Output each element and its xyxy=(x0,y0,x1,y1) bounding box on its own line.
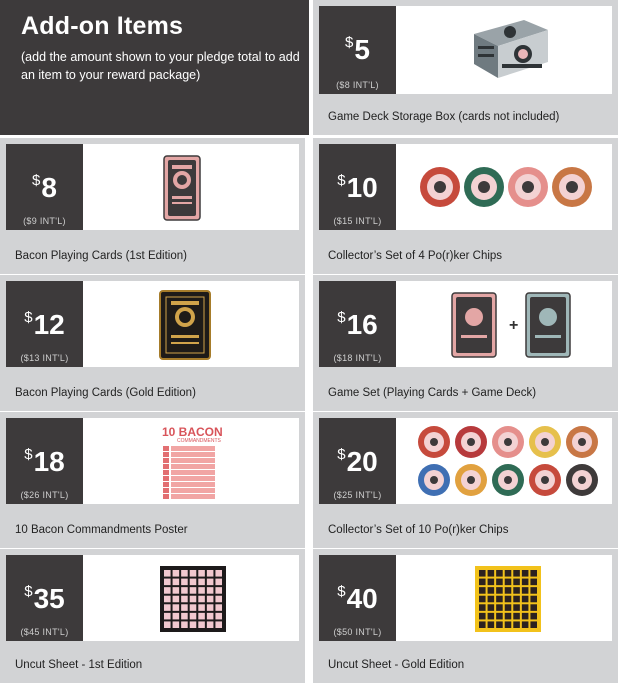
gold-uncut-sheet-icon xyxy=(396,555,612,641)
price: $18 xyxy=(24,446,65,477)
item-label: Uncut Sheet - Gold Edition xyxy=(328,659,465,671)
price-box xyxy=(6,555,83,641)
price-box xyxy=(319,144,396,230)
item-label: Uncut Sheet - 1st Edition xyxy=(15,659,143,671)
price: $16 xyxy=(337,309,378,340)
svg-text:+: + xyxy=(509,317,519,334)
addon-card-bacon-playing-cards[interactable] xyxy=(0,138,305,274)
item-label: Collector’s Set of 10 Po(r)ker Chips xyxy=(328,524,509,536)
addon-card-10-chips[interactable] xyxy=(313,412,618,548)
price-box xyxy=(6,144,83,230)
page-subtitle: (add the amount shown to your pledge total to add an item to your reward package) xyxy=(21,50,300,82)
price: $12 xyxy=(24,309,65,340)
price-box xyxy=(319,418,396,504)
addon-card-gold-uncut-sheet[interactable] xyxy=(313,549,618,683)
price-box xyxy=(319,6,396,94)
poster-title: 10 BACON xyxy=(162,425,223,439)
poker-chips-icon xyxy=(396,144,612,230)
intl-price: ($18 INT'L) xyxy=(333,353,382,363)
intl-price: ($50 INT'L) xyxy=(333,627,382,637)
poster-icon xyxy=(83,418,299,504)
addon-card-poster[interactable] xyxy=(0,412,305,548)
header-panel xyxy=(0,0,309,135)
item-label: Game Set (Playing Cards + Game Deck) xyxy=(328,387,537,399)
item-label: Bacon Playing Cards (1st Edition) xyxy=(15,250,187,262)
storage-box-icon xyxy=(396,6,612,94)
poker-chips-icon xyxy=(396,418,612,504)
addon-card-game-set[interactable] xyxy=(313,275,618,411)
item-label: Game Deck Storage Box (cards not included) xyxy=(328,111,560,123)
item-label: Collector’s Set of 4 Po(r)ker Chips xyxy=(328,250,503,262)
price-box xyxy=(319,555,396,641)
intl-price: ($15 INT'L) xyxy=(333,216,382,226)
addon-card-uncut-sheet[interactable] xyxy=(0,549,305,683)
intl-price: ($9 INT'L) xyxy=(23,216,66,226)
item-label: 10 Bacon Commandments Poster xyxy=(15,524,188,536)
price-box xyxy=(6,281,83,367)
page-title: Add-on Items xyxy=(21,12,184,40)
game-set-icon xyxy=(396,281,612,367)
poster-subtitle: COMMANDMENTS xyxy=(177,438,221,444)
price: $10 xyxy=(337,172,378,203)
addon-card-storage-box[interactable] xyxy=(313,0,618,135)
price: $20 xyxy=(337,446,378,477)
addon-card-4-chips[interactable] xyxy=(313,138,618,274)
intl-price: ($13 INT'L) xyxy=(20,353,69,363)
uncut-sheet-icon xyxy=(83,555,299,641)
card-deck-icon xyxy=(83,144,299,230)
price: $35 xyxy=(24,583,65,614)
intl-price: ($26 INT'L) xyxy=(20,490,69,500)
price-box xyxy=(319,281,396,367)
price: $8 xyxy=(32,172,57,203)
item-label: Bacon Playing Cards (Gold Edition) xyxy=(15,387,196,399)
intl-price: ($25 INT'L) xyxy=(333,490,382,500)
intl-price: ($45 INT'L) xyxy=(20,627,69,637)
gold-card-deck-icon xyxy=(83,281,299,367)
addon-card-gold-playing-cards[interactable] xyxy=(0,275,305,411)
price: $40 xyxy=(337,583,378,614)
price: $5 xyxy=(345,34,370,65)
intl-price: ($8 INT'L) xyxy=(336,80,379,90)
price-box xyxy=(6,418,83,504)
